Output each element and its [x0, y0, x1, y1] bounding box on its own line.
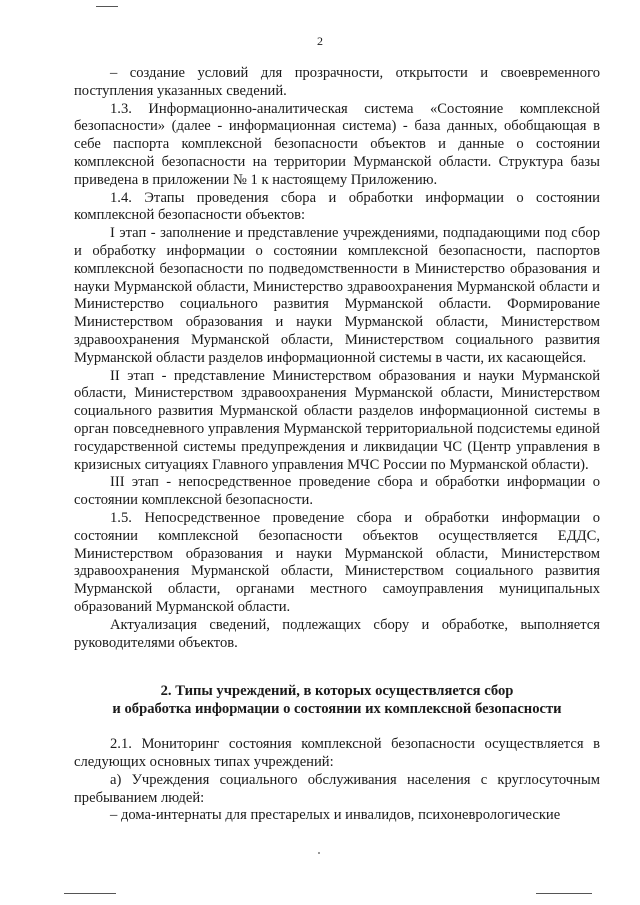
scan-edge-mark-bottom-left [64, 893, 116, 894]
paragraph-2-1: 2.1. Мониторинг состояния комплексной безопасности осуществляется в следующих основных типах учреждений: [74, 736, 600, 771]
document-body [74, 65, 600, 825]
paragraph-stage-2: II этап - представление Министерством образования и науки Мурманской области, Министерством здравоохранения Мурманской области, Министерством социального развития Мурманской области разделов информационной системы в орган повседневного управления Мурманской территориальной подсистемы единой государственной системы предупреждения и ликвидации ЧС (Центр управления в кризисных ситуациях Главного управления МЧС России по Мурманской области). [74, 367, 600, 473]
paragraph-2-1-a-item: – дома-интернаты для престарелых и инвалидов, психоневрологические [110, 807, 561, 824]
paragraph-1-3: 1.3. Информационно-аналитическая система «Состояние комплексной безопасности» (далее - информационная система) - база данных, обобщающая в себе паспорта комплексной безопасности объектов и данные о состоянии комплексной безопасности на территории Мурманской области. Структура базы приведена в приложении № 1 к настоящему Приложению. [74, 100, 600, 188]
section-2-heading-line-2: и обработка информации о состоянии их комплексной безопасности [112, 701, 562, 718]
page-number: 2 [317, 34, 323, 48]
scan-edge-mark-top [96, 6, 118, 7]
section-2-heading-line-1: 2. Типы учреждений, в которых осуществляется сбор [160, 683, 514, 700]
paragraph-stage-1: I этап - заполнение и представление учреждениями, подпадающими под сбор и обработку информации о состоянии комплексной безопасности, паспортов комплексной безопасности по подведомственности в Министерство образования и науки Мурманской области, Министерство здравоохранения Мурманской области и Министерство социального развития Мурманской области. Формирование Министерством образования и науки Мурманской области, Министерством здравоохранения Мурманской области, Министерством социального развития Мурманской области разделов информационной системы в части, их касающейся. [74, 225, 600, 366]
paragraph-stage-3: III этап - непосредственное проведение сбора и обработки информации о состоянии комплексной безопасности. [74, 474, 600, 509]
paragraph-1-5: 1.5. Непосредственное проведение сбора и обработки информации о состоянии комплексной безопасности объектов осуществляется ЕДДС, Министерством образования и науки Мурманской области, Министерством здравоохранения Мурманской области, Министерством социального развития Мурманской области, органами местного самоуправления муниципальных образований Мурманской области. [74, 509, 600, 615]
paragraph-actualization: Актуализация сведений, подлежащих сбору и обработке, выполняется руководителями объектов. [74, 616, 600, 651]
paragraph-1-4: 1.4. Этапы проведения сбора и обработки информации о состоянии комплексной безопасности объектов: [74, 189, 600, 224]
section-2-heading [74, 682, 600, 718]
paragraph-transparency: – создание условий для прозрачности, открытости и своевременного поступления указанных сведений. [74, 65, 600, 99]
paragraph-2-1-a: а) Учреждения социального обслуживания населения с круглосуточным пребыванием людей: [74, 771, 600, 806]
scan-speck [318, 852, 320, 854]
scan-edge-mark-bottom-right [536, 893, 592, 894]
